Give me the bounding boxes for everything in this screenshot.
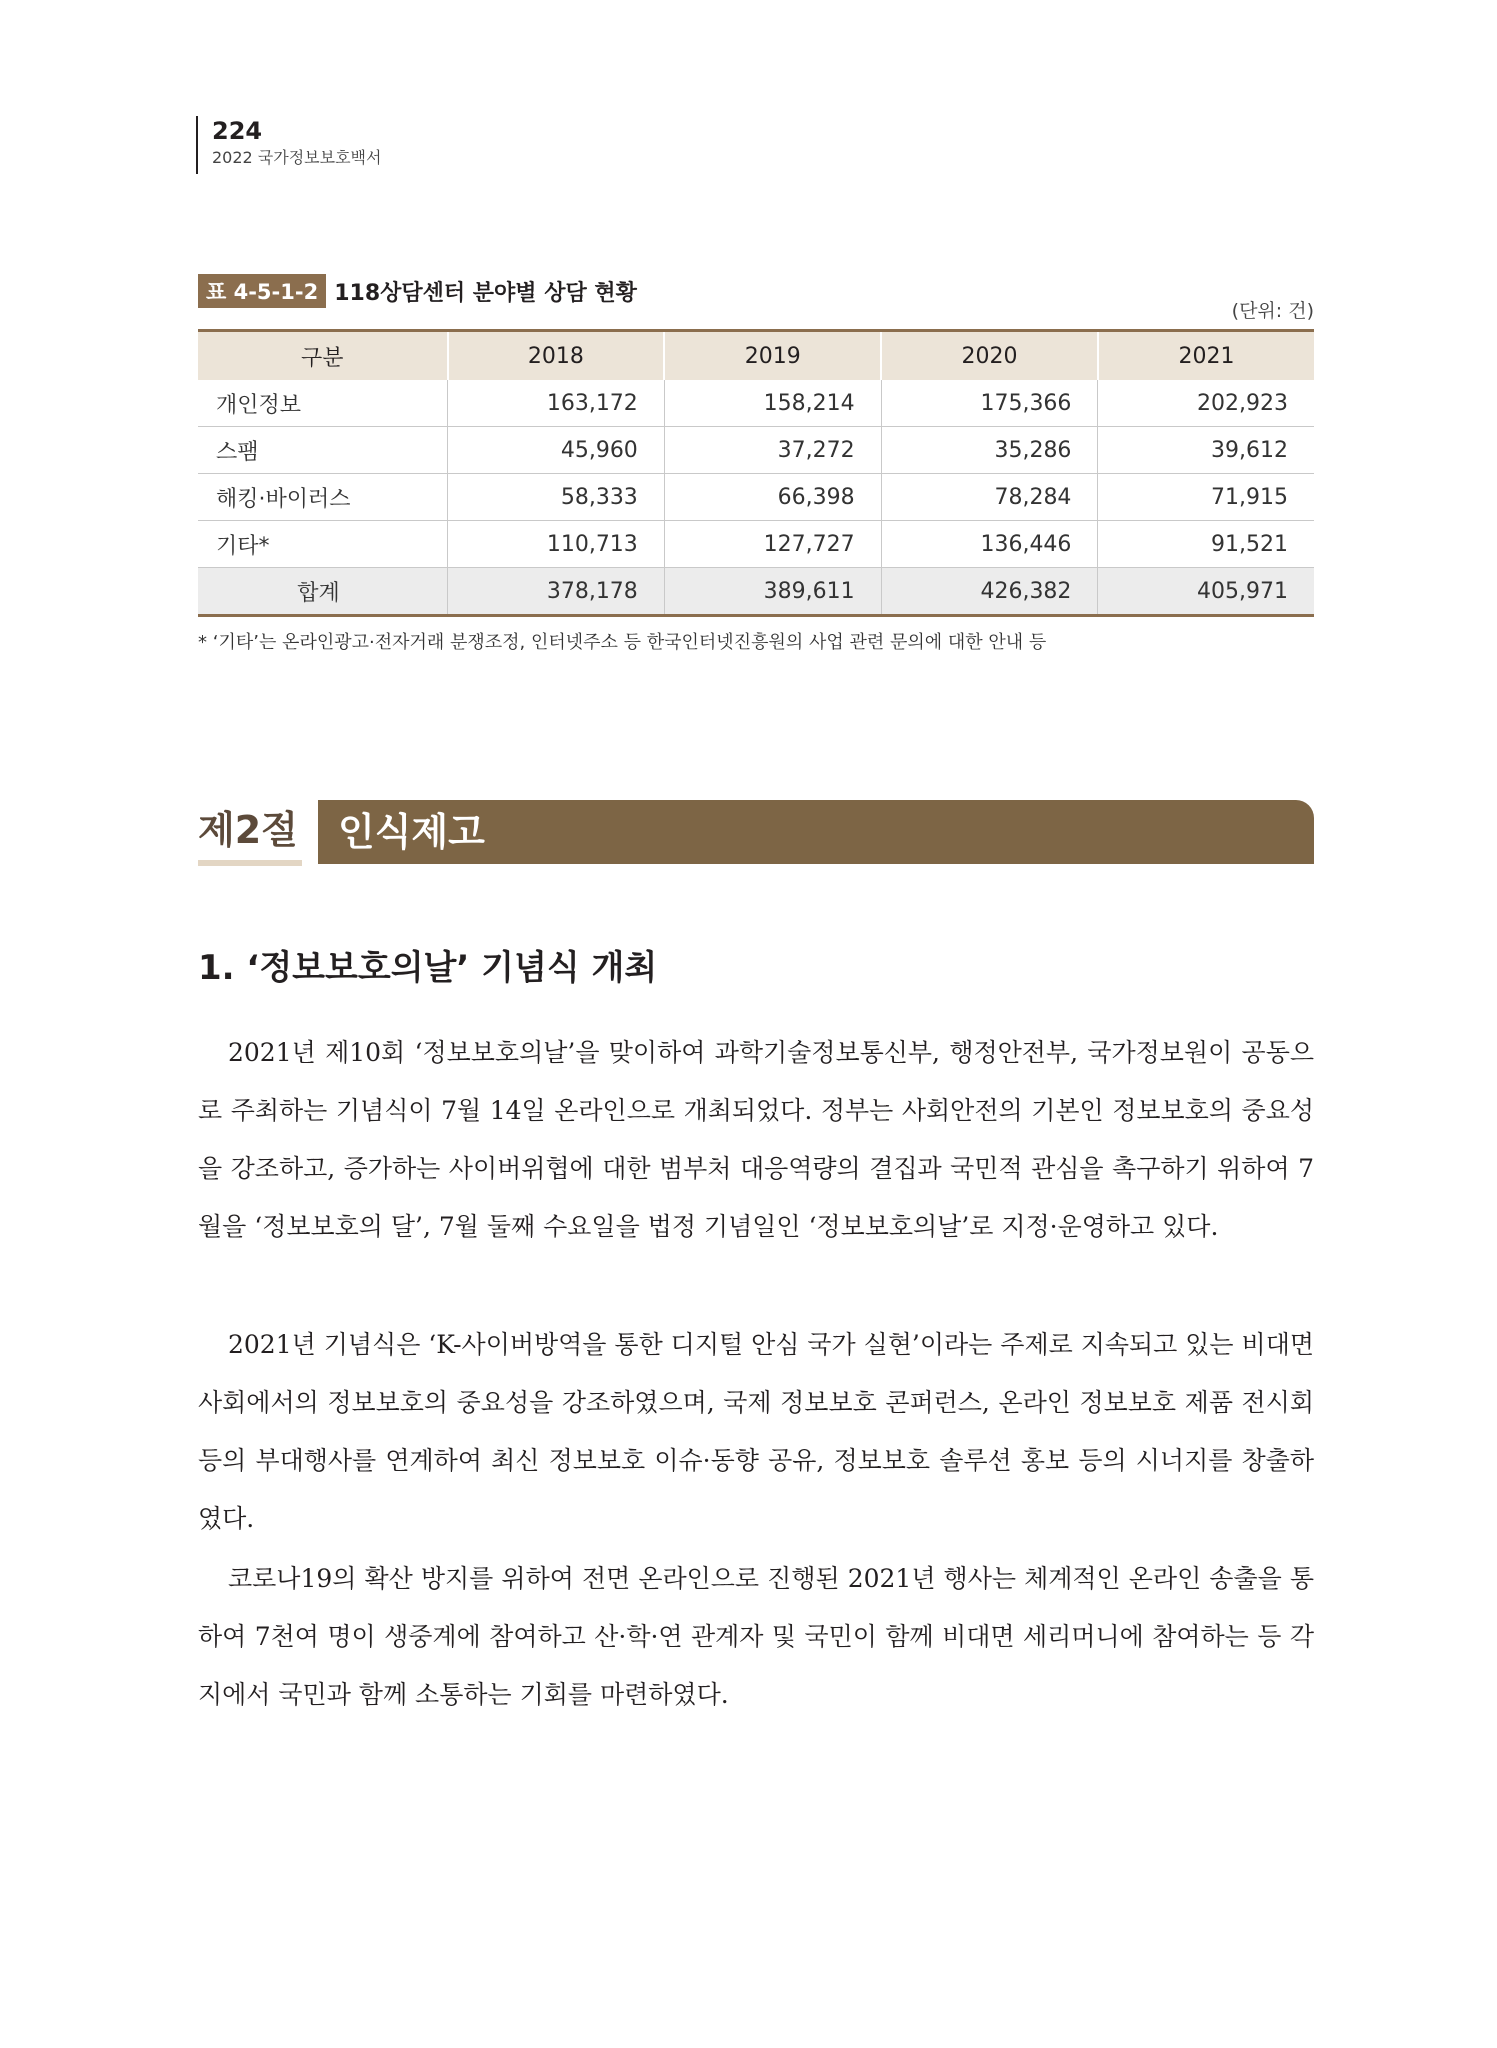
table-cell: 389,611 bbox=[664, 568, 881, 616]
paragraph-text: 2021년 기념식은 ‘K-사이버방역을 통한 디지털 안심 국가 실현’이라는 주제로 지속되고 있는 비대면 사회에서의 정보보호의 중요성을 강조하였으며, 국제 정보보호 콘퍼런스, 온라인 정보보호 제품 전시회 등의 부대행사를 연계하여 최신 정보보호 이슈·동향 공유, 정보보호 솔루션 홍보 등의 시너지를 창출하였다. bbox=[198, 1330, 1314, 1533]
section-number-underline bbox=[198, 860, 302, 866]
book-title: 2022 국가정보보호백서 bbox=[212, 148, 382, 167]
table-cell: 202,923 bbox=[1098, 380, 1314, 427]
total-label: 합계 bbox=[198, 568, 448, 616]
table-row bbox=[198, 380, 1314, 427]
table-unit: (단위: 건) bbox=[1231, 300, 1314, 322]
paragraph-text: 2021년 제10회 ‘정보보호의날’을 맞이하여 과학기술정보통신부, 행정안전부, 국가정보원이 공동으로 주최하는 기념식이 7월 14일 온라인으로 개최되었다. 정부는 사회안전의 기본인 정보보호의 중요성을 강조하고, 증가하는 사이버위협에 대한 범부처 대응역량의 결집과 국민적 관심을 촉구하기 위하여 7월을 ‘정보보호의 달’, 7월 둘째 수요일을 법정 기념일인 ‘정보보호의날’로 지정·운영하고 있다. bbox=[198, 1038, 1314, 1241]
table-cell: 163,172 bbox=[448, 380, 665, 427]
table-footnote: * ‘기타’는 온라인광고·전자거래 분쟁조정, 인터넷주소 등 한국인터넷진흥원의 사업 관련 문의에 대한 안내 등 bbox=[198, 632, 1047, 653]
table-cell: 71,915 bbox=[1098, 474, 1314, 521]
row-label: 기타* bbox=[198, 521, 448, 568]
table-cell: 66,398 bbox=[664, 474, 881, 521]
section-title: 인식제고 bbox=[338, 810, 485, 854]
column-header: 2020 bbox=[881, 331, 1098, 381]
table-cell: 91,521 bbox=[1098, 521, 1314, 568]
page-number: 224 bbox=[212, 117, 263, 145]
table-cell: 45,960 bbox=[448, 427, 665, 474]
table-cell: 58,333 bbox=[448, 474, 665, 521]
column-header: 2019 bbox=[664, 331, 881, 381]
section-banner bbox=[198, 800, 1314, 868]
page-header bbox=[196, 116, 381, 174]
column-header: 2021 bbox=[1098, 331, 1314, 381]
table-cell: 39,612 bbox=[1098, 427, 1314, 474]
table-header-row bbox=[198, 331, 1314, 381]
body-paragraph bbox=[198, 1550, 1314, 1724]
section-number: 제2절 bbox=[198, 808, 298, 852]
table-cell: 378,178 bbox=[448, 568, 665, 616]
table-cell: 35,286 bbox=[881, 427, 1098, 474]
table-row bbox=[198, 521, 1314, 568]
table-cell: 405,971 bbox=[1098, 568, 1314, 616]
row-label: 스팸 bbox=[198, 427, 448, 474]
body-paragraph bbox=[198, 1316, 1314, 1548]
table-row bbox=[198, 474, 1314, 521]
table-cell: 136,446 bbox=[881, 521, 1098, 568]
table-caption bbox=[198, 274, 637, 308]
subsection-heading: 1. ‘정보보호의날’ 기념식 개최 bbox=[198, 948, 658, 988]
row-label: 개인정보 bbox=[198, 380, 448, 427]
table-row bbox=[198, 427, 1314, 474]
table-cell: 175,366 bbox=[881, 380, 1098, 427]
body-paragraph bbox=[198, 1024, 1314, 1256]
table-title: 118상담센터 분야별 상담 현황 bbox=[334, 280, 637, 306]
table-tag: 표 4-5-1-2 bbox=[198, 274, 326, 308]
table-cell: 426,382 bbox=[881, 568, 1098, 616]
row-label: 해킹·바이러스 bbox=[198, 474, 448, 521]
table-total-row bbox=[198, 568, 1314, 616]
table-cell: 78,284 bbox=[881, 474, 1098, 521]
paragraph-text: 코로나19의 확산 방지를 위하여 전면 온라인으로 진행된 2021년 행사는 체계적인 온라인 송출을 통하여 7천여 명이 생중계에 참여하고 산·학·연 관계자 및 국민이 함께 비대면 세리머니에 참여하는 등 각지에서 국민과 함께 소통하는 기회를 마련하였다. bbox=[198, 1564, 1314, 1709]
column-header: 구분 bbox=[198, 331, 448, 381]
table-cell: 37,272 bbox=[664, 427, 881, 474]
consultation-table bbox=[198, 329, 1314, 617]
table-cell: 127,727 bbox=[664, 521, 881, 568]
table-cell: 110,713 bbox=[448, 521, 665, 568]
table-cell: 158,214 bbox=[664, 380, 881, 427]
section-title-bar bbox=[318, 800, 1314, 864]
column-header: 2018 bbox=[448, 331, 665, 381]
